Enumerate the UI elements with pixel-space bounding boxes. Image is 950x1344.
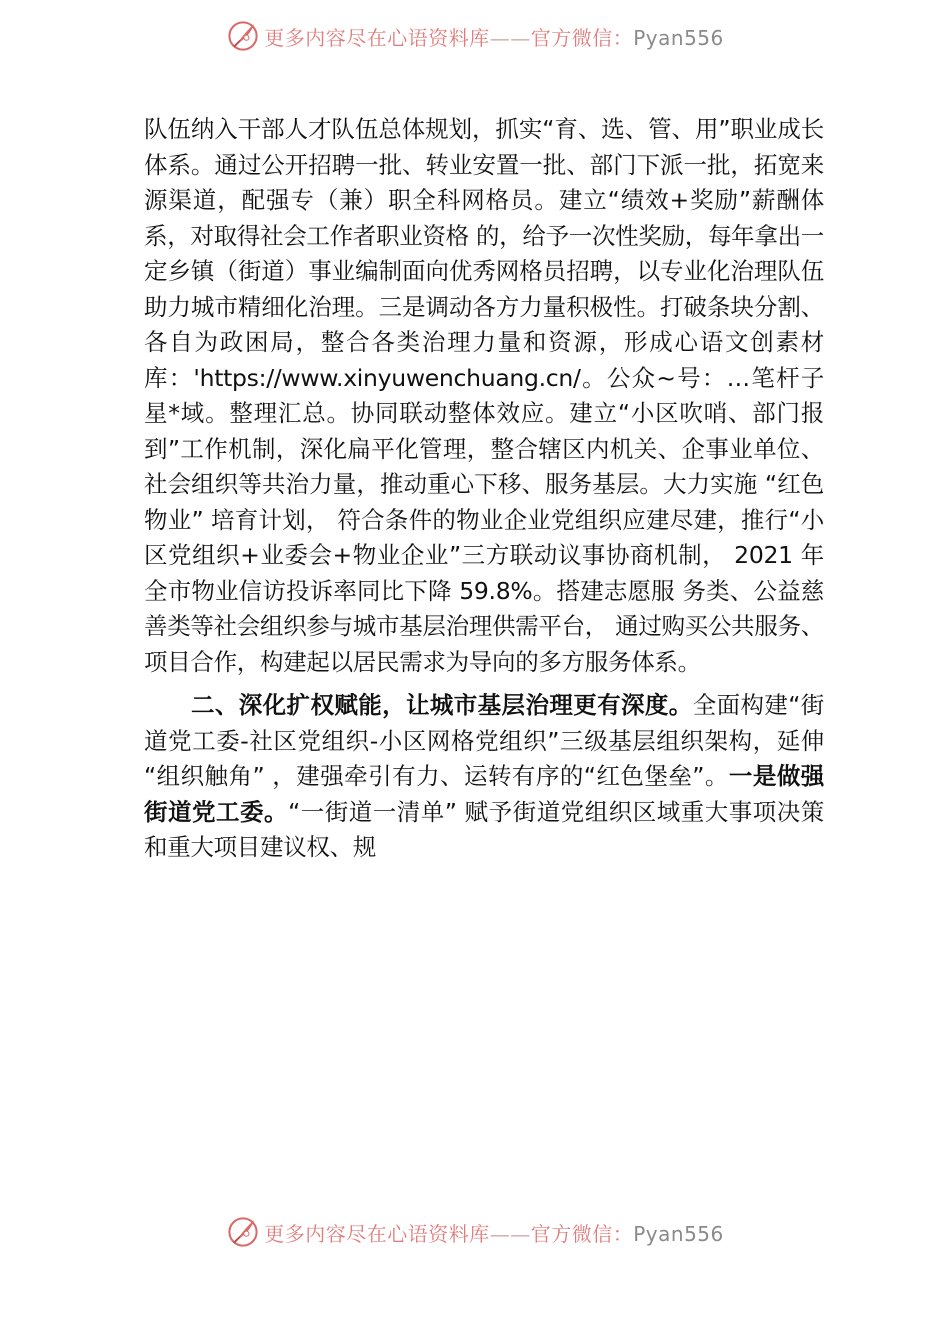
footer-watermark	[0, 1210, 950, 1254]
subsection-heading: 一是做强街道党工委。	[144, 762, 824, 826]
section-heading: 二、深化扩权赋能，让城市基层治理更有深度。	[191, 691, 693, 719]
section-text-2: “一街道一清单” 赋予街道党组织区域重大事项决策和重大项目建议权、规	[144, 797, 824, 861]
paragraph-1: 队伍纳入干部人才队伍总体规划，抓实“育、选、管、用”职业成长体系。通过公开招聘一批、转业安置一批、部门下派一批，拓宽来源渠道，配强专（兼）职全科网格员。建立“绩效+奖励”薪酬体系，对取得社会工作者职业资格 的，给予一次性奖励，每年拿出一定乡镇（街道）事业编制面向优秀网格员招聘，以专业化治理队伍助力城市精细化治理。三是调动各方力量积极性。打破条块分割、各自为政困局，整合各类治理力量和资源，形成心语文创素材库：'https://www.xinyuwenchuang.cn/。公众~号：…笔杆子星*域。整理汇总。协同联动整体效应。建立“小区吹哨、部门报到”工作机制，深化扁平化管理，整合辖区内机关、企事业单位、社会组织等共治力量，推动重心下移、服务基层。大力实施 “红色物业” 培育计划， 符合条件的物业企业党组织应建尽建，推行“小区党组织+业委会+物业企业”三方联动议事协商机制， 2021 年全市物业信访投诉率同比下降 59.8%。搭建志愿服 务类、公益慈善类等社会组织参与城市基层治理供需平台， 通过购买公共服务、项目合作，构建起以居民需求为导向的多方服务体系。	[144, 115, 824, 676]
watermark-separator: ——	[489, 25, 531, 50]
wechat-label: 官方微信：	[530, 1221, 634, 1246]
header-watermark	[0, 14, 950, 58]
watermark-text: 更多内容尽在心语资料库	[264, 1221, 490, 1246]
document-body	[144, 112, 824, 866]
wechat-id: Pyan556	[633, 1221, 724, 1246]
wechat-label: 官方微信：	[530, 25, 634, 50]
paragraph-2	[144, 688, 824, 866]
quill-seal-icon	[226, 1215, 260, 1249]
section-text-1: 全面构建“街道党工委-社区党组织-小区网格党组织”三级基层组织架构，延伸 “组织触角” ，建强牵引有力、运转有序的“红色堡垒”。	[144, 691, 825, 790]
quill-seal-icon	[226, 19, 260, 53]
watermark-text: 更多内容尽在心语资料库	[264, 25, 490, 50]
wechat-id: Pyan556	[633, 25, 724, 50]
watermark-separator: ——	[489, 1221, 531, 1246]
